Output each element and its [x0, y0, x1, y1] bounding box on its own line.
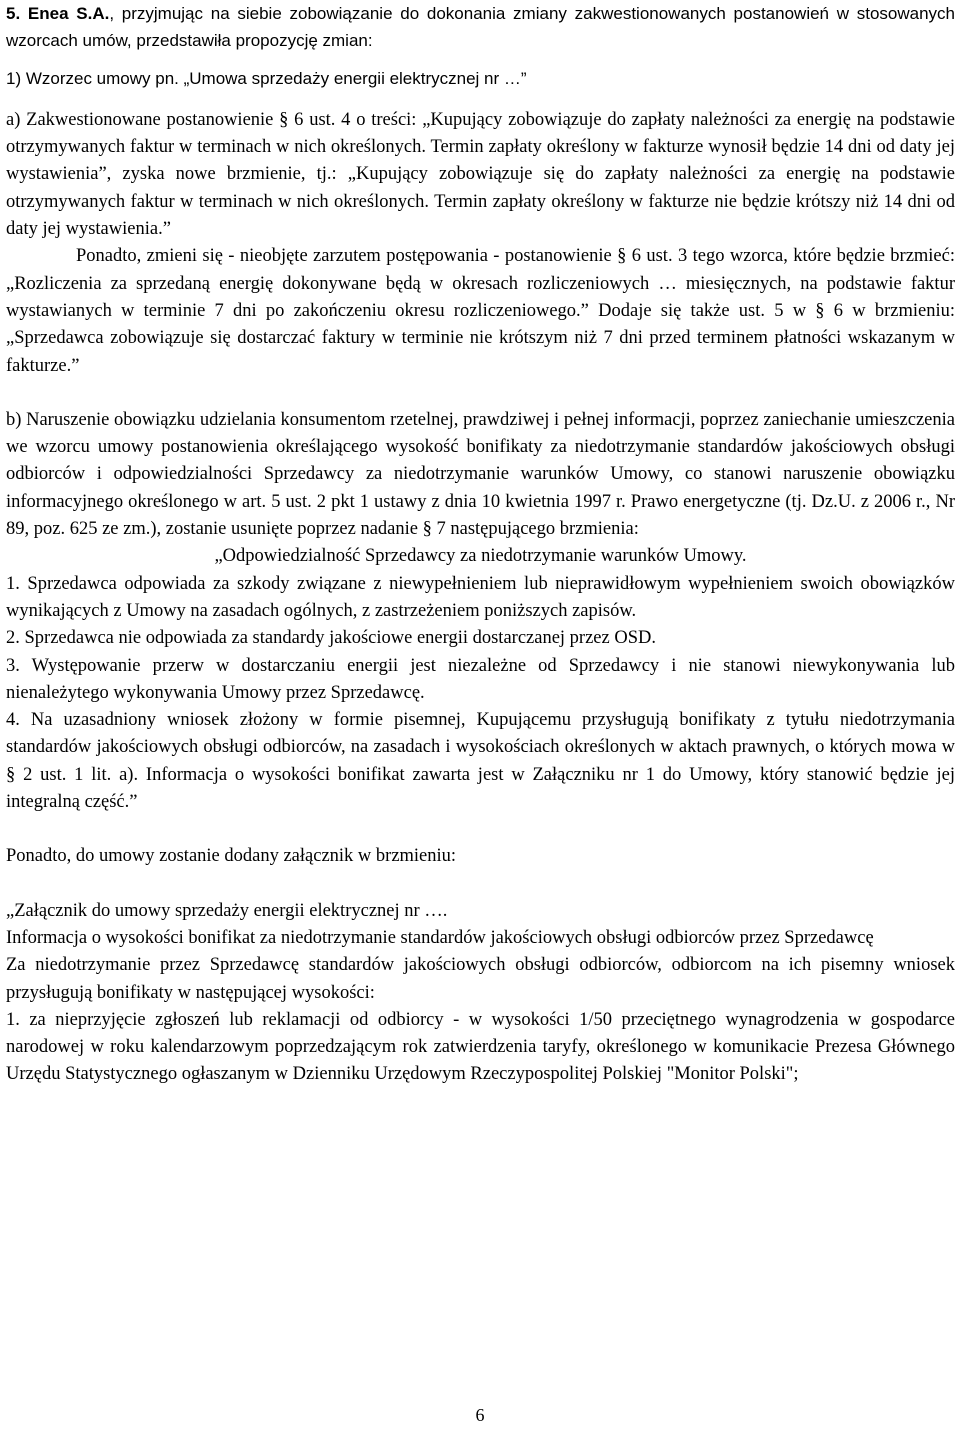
page-number: 6 [475, 1405, 485, 1425]
point-1: 1. Sprzedawca odpowiada za szkody związane z niewypełnieniem lub nieprawidłowym wypełnieniem swoich obowiązków wynikających z Umowy na zasadach ogólnych, z zastrzeżeniem poniższych zapisów. [6, 573, 955, 621]
section-b-paragraph: b) Naruszenie obowiązku udzielania konsumentom rzetelnej, prawdziwej i pełnej informacji, poprzez zaniechanie umieszczenia we wzorcu umowy postanowienia określającego wysokość bonifikaty za niedotrzymanie standardów jakościowych obsługi odbiorców i odpowiedzialności Sprzedawcy za niedotrzymanie warunków Umowy, co stanowi naruszenie obowiązku informacyjnego określonego w art. 5 ust. 2 pkt 1 ustawy z dnia 10 kwietnia 1997 r. Prawo energetyczne (tj. Dz.U. z 2006 r., Nr 89, poz. 625 ze zm.), zostanie usunięte poprzez nadanie § 7 następującego brzmienia: [6, 409, 955, 540]
section-a-followup: Ponadto, zmieni się - nieobjęte zarzutem postępowania - postanowienie § 6 ust. 3 tego wzorca, które będzie brzmieć: „Rozliczenia za sprzedaną energię dokonywane będą w okresach rozliczeniowych … miesięcznych, na podstawie faktur wystawianych w terminie 7 dni po zakończeniu okresu rozliczeniowego.” Dodaje się także ust. 5 w § 6 w brzmieniu: „Sprzedawca zobowiązuje się dostarczać faktury w terminie nie krótszym niż 7 dni przed terminem płatności wskazanym w fakturze.” [6, 246, 955, 376]
annex-lead: Za niedotrzymanie przez Sprzedawcę standardów jakościowych obsługi odbiorców, odbiorcom na ich pisemny wniosek przysługują bonifikaty w następującej wysokości: [6, 955, 955, 1003]
section-title: „Odpowiedzialność Sprzedawcy za niedotrzymanie warunków Umowy. [214, 546, 747, 567]
intro-text: , przyjmując na siebie zobowiązanie do dokonania zmiany zakwestionowanych postanowień w stosowanych wzorcach umów, przedstawiła propozycję zmian: [6, 4, 955, 51]
annex-title: „Załącznik do umowy sprzedaży energii elektrycznej nr …. [6, 900, 448, 921]
point-3: 3. Występowanie przerw w dostarczaniu energii jest niezależne od Sprzedawcy i nie stanowi niewykonywania lub nienależytego wykonywania Umowy przez Sprzedawcę. [6, 655, 955, 703]
item-1-title: 1) Wzorzec umowy pn. „Umowa sprzedaży energii elektrycznej nr …” [6, 68, 527, 88]
intro-paragraph [6, 0, 955, 55]
annex-subtitle: Informacja o wysokości bonifikat za niedotrzymanie standardów jakościowych obsługi odbiorców przez Sprzedawcę [6, 927, 874, 948]
annex-intro: Ponadto, do umowy zostanie dodany załącznik w brzmieniu: [6, 846, 457, 867]
intro-heading: 5. Enea S.A. [6, 4, 110, 23]
point-4: 4. Na uzasadniony wniosek złożony w formie pisemnej, Kupującemu przysługują bonifikaty z tytułu niedotrzymania standardów jakościowych obsługi odbiorców, na zasadach i wysokościach określonych w aktach prawnych, o których mowa w § 2 ust. 1 lit. a). Informacja o wysokości bonifikat zawarta jest w Załączniku nr 1 do Umowy, który stanowić będzie jej integralną część.” [6, 710, 955, 813]
section-a-paragraph: a) Zakwestionowane postanowienie § 6 ust. 4 o treści: „Kupujący zobowiązuje do zapłaty należności za energię na podstawie otrzymywanych faktur w terminach w nich określonych. Termin zapłaty określony w fakturze wynosił będzie 14 dni od daty jej wystawienia”, zyska nowe brzmienie, tj.: „Kupujący zobowiązuje się do zapłaty należności za energię na podstawie otrzymywanych faktur w terminach w nich określonych. Termin zapłaty określony w fakturze nie będzie krótszy niż 14 dni od daty jej wystawienia.” [6, 109, 955, 240]
annex-point-1: 1. za nieprzyjęcie zgłoszeń lub reklamacji od odbiorcy - w wysokości 1/50 przeciętnego wynagrodzenia w gospodarce narodowej w roku kalendarzowym poprzedzającym rok zatwierdzenia taryfy, określonego w komunikacie Prezesa Głównego Urzędu Statystycznego ogłaszanym w Dzienniku Urzędowym Rzeczypospolitej Polskiej "Monitor Polski"; [6, 1009, 955, 1085]
point-2: 2. Sprzedawca nie odpowiada za standardy jakościowe energii dostarczanej przez OSD. [6, 628, 656, 649]
